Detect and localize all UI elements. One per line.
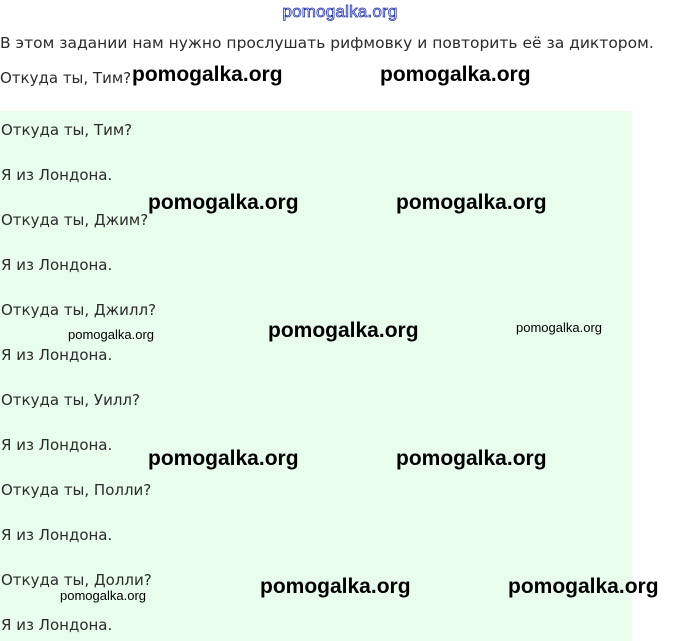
watermark: pomogalka.org bbox=[396, 447, 547, 470]
dialog-line: Я из Лондона. bbox=[1, 346, 113, 364]
watermark: pomogalka.org bbox=[380, 63, 531, 86]
watermark: pomogalka.org bbox=[508, 575, 659, 598]
dialog-line: Я из Лондона. bbox=[1, 256, 113, 274]
watermark: pomogalka.org bbox=[396, 191, 547, 214]
task-intro: В этом задании нам нужно прослушать рифмовку и повторить её за диктором. bbox=[0, 34, 654, 52]
dialog-line: Откуда ты, Уилл? bbox=[1, 391, 140, 409]
dialog-line: Я из Лондона. bbox=[1, 616, 113, 634]
watermark: pomogalka.org bbox=[132, 63, 283, 86]
dialog-line: Откуда ты, Долли? bbox=[1, 571, 152, 589]
dialog-line: Откуда ты, Тим? bbox=[1, 121, 133, 139]
site-logo: pomogalka.org bbox=[282, 2, 398, 21]
dialog-line: Я из Лондона. bbox=[1, 526, 113, 544]
watermark: pomogalka.org bbox=[148, 447, 299, 470]
watermark: pomogalka.org bbox=[260, 575, 411, 598]
dialog-line: Откуда ты, Джилл? bbox=[1, 301, 157, 319]
watermark: pomogalka.org bbox=[148, 191, 299, 214]
watermark: pomogalka.org bbox=[68, 327, 154, 342]
watermark: pomogalka.org bbox=[60, 588, 146, 603]
dialog-line: Я из Лондона. bbox=[1, 166, 113, 184]
dialog-line: Я из Лондона. bbox=[1, 436, 113, 454]
first-line: Откуда ты, Тим? bbox=[0, 69, 132, 87]
dialog-line: Откуда ты, Полли? bbox=[1, 481, 152, 499]
watermark: pomogalka.org bbox=[516, 320, 602, 335]
dialog-line: Откуда ты, Джим? bbox=[1, 211, 149, 229]
watermark: pomogalka.org bbox=[268, 319, 419, 342]
